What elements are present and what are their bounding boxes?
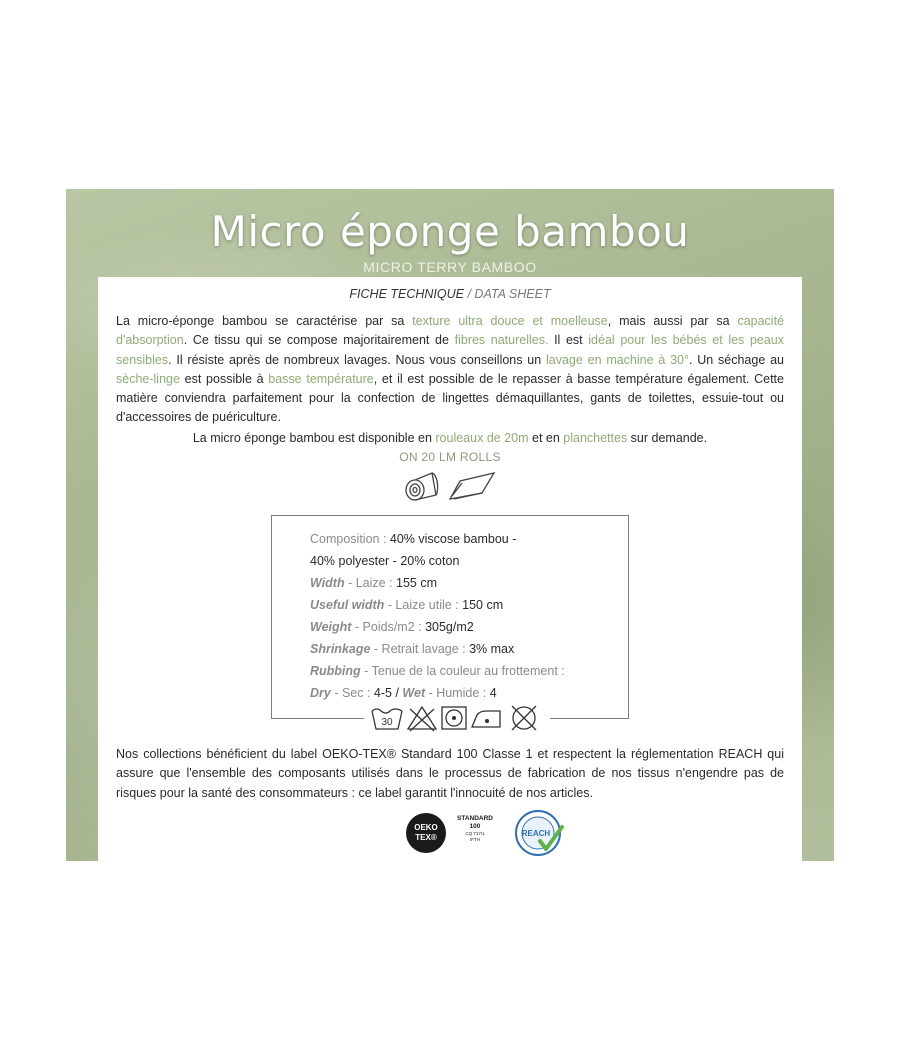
spec-value: 3% max <box>469 642 515 656</box>
desc-highlight: sèche-linge <box>116 371 180 386</box>
tumble-dry-low-icon <box>442 707 466 729</box>
certification-logos <box>406 809 566 861</box>
availability-line <box>98 431 802 445</box>
desc-text: . Il résiste après de nombreux lavages. Nous vous conseillons un <box>168 352 546 367</box>
spec-label-en: Width <box>310 576 345 590</box>
spec-value: 40% polyester - 20% coton <box>310 554 460 568</box>
spec-composition <box>310 532 516 546</box>
spec-label-en: Wet <box>402 686 426 700</box>
avail-text: sur demande. <box>627 431 708 445</box>
care-symbols <box>364 703 550 738</box>
iron-low-icon <box>472 711 500 727</box>
spec-label-fr: - Sec : <box>330 686 374 700</box>
spec-shrinkage <box>310 642 514 656</box>
wash-30-icon <box>372 709 402 729</box>
desc-highlight: texture ultra douce et moelleuse <box>412 314 608 328</box>
care-symbols-svg <box>370 703 544 733</box>
sheet-heading-en: DATA SHEET <box>474 287 551 301</box>
avail-highlight: rouleaux de 20m <box>435 431 529 445</box>
sheet-heading-sep: / <box>464 287 475 301</box>
oeko-logo-line1: OEKO <box>414 823 438 832</box>
spec-label: Composition : <box>310 532 390 546</box>
spec-value: 150 cm <box>462 598 504 612</box>
sheet-heading <box>98 287 802 301</box>
spec-label-en: Useful width <box>310 598 385 612</box>
avail-text: La micro éponge bambou est disponible en <box>192 431 436 445</box>
spec-value: 155 cm <box>396 576 438 590</box>
fabric-roll-icon <box>402 469 498 503</box>
no-dry-clean-icon <box>512 706 536 730</box>
spec-rubbing <box>310 664 565 678</box>
rolls-caption: ON 20 LM ROLLS <box>399 450 501 464</box>
std-line1: STANDARD <box>457 815 493 822</box>
spec-label-en: Rubbing <box>310 664 361 678</box>
desc-highlight: capacité d'absorption <box>116 314 784 348</box>
desc-highlight: basse température <box>268 371 374 386</box>
desc-text: . Un séchage au <box>689 352 784 367</box>
spec-value: 40% viscose bambou - <box>389 532 517 546</box>
std-line2: 100 <box>469 823 481 830</box>
spec-composition-cont <box>310 554 459 568</box>
spec-label-fr: - Humide : <box>425 686 490 700</box>
spec-label-fr: - Poids/m2 : <box>351 620 426 634</box>
spec-width <box>310 576 437 590</box>
desc-text: , mais aussi par sa <box>607 314 738 328</box>
spec-label-fr: - Retrait lavage : <box>370 642 470 656</box>
roll-icons <box>402 469 498 508</box>
spec-useful-width <box>310 598 503 612</box>
avail-highlight: planchettes <box>563 431 628 445</box>
spec-label-en: Dry <box>310 686 331 700</box>
reach-logo-text: REACH <box>521 829 551 838</box>
standard-100-label <box>452 815 498 843</box>
spec-label-fr: - Laize : <box>344 576 397 590</box>
spec-value: 4-5 <box>373 686 392 700</box>
spec-label-en: Shrinkage <box>310 642 371 656</box>
page-title: Micro éponge bambou <box>210 207 690 256</box>
spec-dry-wet <box>310 686 497 700</box>
desc-highlight: lavage en machine à 30° <box>546 352 689 367</box>
std-line3: CQ 717/1 <box>465 831 485 836</box>
spec-weight <box>310 620 474 634</box>
spec-label-fr: - Laize utile : <box>384 598 463 612</box>
sheet-heading-fr: FICHE TECHNIQUE <box>349 287 464 301</box>
spec-sep: / <box>392 686 403 700</box>
wash-temp-label: 30 <box>381 717 393 728</box>
spec-label-en: Weight <box>310 620 352 634</box>
spec-value: 305g/m2 <box>425 620 474 634</box>
desc-text: Il est <box>548 333 589 348</box>
desc-text: , et il est possible de le repasser à basse température également. Cette matière conviendra parfaitement pour la confection de lingettes démaquillantes, gants de toilettes, essuie-tout ou d'accessoires de puériculture. <box>116 371 784 425</box>
desc-text: . Ce tissu qui se compose majoritairement de <box>183 333 455 348</box>
data-sheet-panel <box>98 277 802 861</box>
desc-highlight: idéal pour les bébés et les peaux sensibles <box>116 333 784 367</box>
label-paragraph: Nos collections bénéficient du label OEKO-TEX® Standard 100 Classe 1 et respectent la réglementation REACH qui assure que l'ensemble des composants utilisés dans le processus de fabrication de nos tissus n'engendre pas de risques pour la santé des consommateurs : ce label garantit l'innocuité de nos articles. <box>116 747 784 800</box>
std-line4: IFTH <box>470 837 480 842</box>
no-bleach-icon <box>408 707 436 731</box>
fabric-banner <box>66 189 834 861</box>
spec-value: 4 <box>489 686 497 700</box>
desc-highlight: fibres naturelles. <box>454 333 549 348</box>
desc-text: La micro-éponge bambou se caractérise par sa <box>116 314 413 328</box>
avail-text: et en <box>528 431 564 445</box>
product-description <box>116 312 784 428</box>
oeko-tex-logo <box>406 813 446 853</box>
spec-label-fr: - Tenue de la couleur au frottement : <box>360 664 565 678</box>
spec-box <box>271 515 629 719</box>
reach-logo <box>514 809 566 861</box>
desc-text: est possible à <box>179 371 269 386</box>
page-subtitle: MICRO TERRY BAMBOO <box>363 259 537 275</box>
oeko-logo-line2: TEX® <box>415 833 437 842</box>
